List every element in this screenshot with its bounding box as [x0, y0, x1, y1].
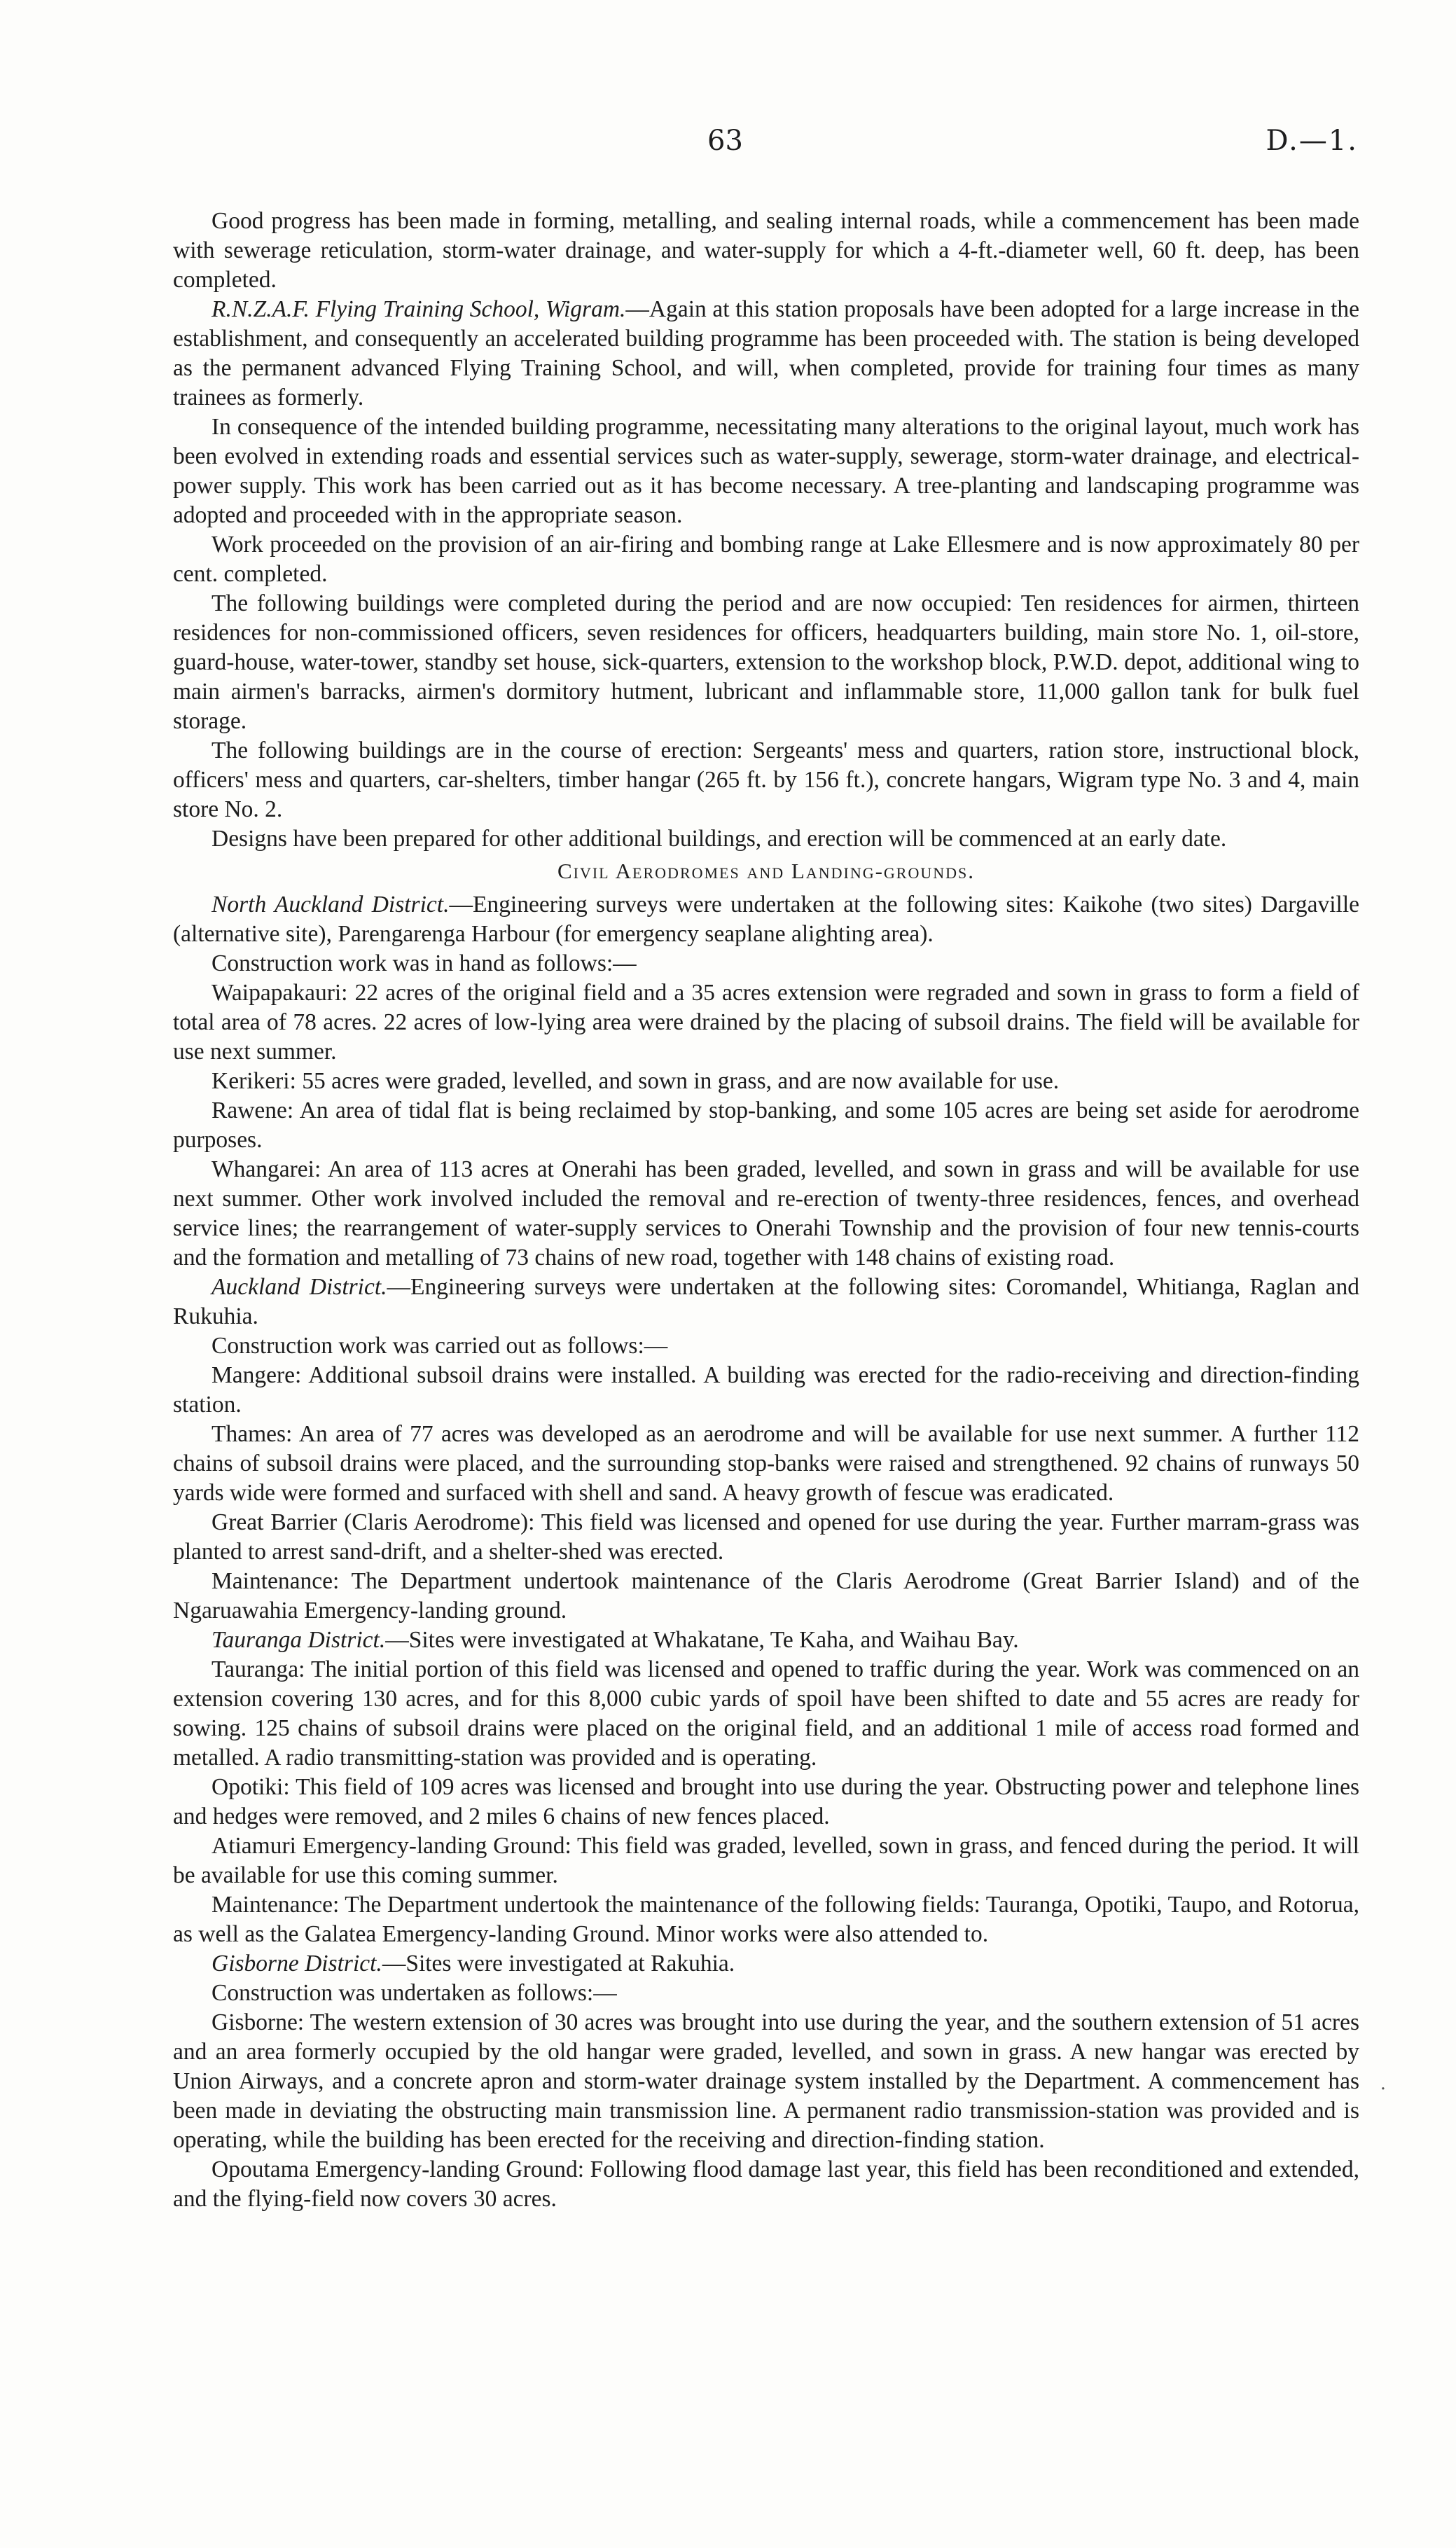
margin-mark: ·: [1380, 2079, 1386, 2100]
paragraph-text: —Sites were investigated at Rakuhia.: [382, 1951, 735, 1976]
paragraph: [173, 589, 1359, 736]
paragraph: [173, 1832, 1359, 1890]
paragraph: [173, 1331, 1359, 1361]
paragraphs-part-1: [173, 207, 1359, 854]
paragraph-text: —Sites were investigated at Whakatane, Te Kaha, and Waihau Bay.: [385, 1627, 1019, 1653]
paragraph-text: Waipapakauri: 22 acres of the original field and a 35 acres extension were regraded and sown in grass to form a field of total area of 78 acres. 22 acres of low-lying area were drained by the placing of subsoil drains. The field will be available for use next summer.: [173, 980, 1359, 1065]
paragraph-text: The following buildings were completed during the period and are now occupied: Ten residences for airmen, thirteen residences for non-commissioned officers, seven residences for officers, headquarters building, main store No. 1, oil-store, guard-house, water-tower, standby set house, sick-quarters, extension to the workshop block, P.W.D. depot, additional wing to main airmen's barracks, airmen's dormitory hutment, lubricant and inflammable store, 11,000 gallon tank for bulk fuel storage.: [173, 590, 1359, 734]
document-reference: D.—1.: [1266, 125, 1358, 157]
paragraph-text: —Engineering surveys were undertaken at the following sites: Kaikohe (two sites) Dargaville (alternative site), Parengarenga Harbour (for emergency seaplane alighting area).: [173, 892, 1359, 947]
paragraph-lead-heading: Gisborne District.: [212, 1951, 382, 1976]
paragraph: [173, 824, 1359, 854]
paragraph-text: Mangere: Additional subsoil drains were installed. A building was erected for the radio-receiving and direction-finding station.: [173, 1362, 1359, 1418]
paragraph: [173, 890, 1359, 949]
paragraph: [173, 736, 1359, 824]
paragraph: [173, 1067, 1359, 1096]
paragraph-text: Opotiki: This field of 109 acres was licensed and brought into use during the year. Obstructing power and telephone lines and hedges were removed, and 2 miles 6 chains of new fences placed.: [173, 1774, 1359, 1829]
paragraph-text: Good progress has been made in forming, metalling, and sealing internal roads, while a commencement has been made with sewerage reticulation, storm-water drainage, and water-supply for which a 4-ft.-diameter well, 60 ft. deep, has been completed.: [173, 208, 1359, 293]
paragraph: [173, 413, 1359, 530]
paragraph-text: Opoutama Emergency-landing Ground: Following flood damage last year, this field has been reconditioned and extended, and the flying-field now covers 30 acres.: [173, 2156, 1359, 2212]
paragraph-text: Construction work was carried out as follows:—: [212, 1333, 668, 1359]
paragraph-text: Great Barrier (Claris Aerodrome): This field was licensed and opened for use during the year. Further marram-grass was planted to arrest sand-drift, and a shelter-shed was erected.: [173, 1509, 1359, 1565]
paragraph-text: Construction work was in hand as follows:—: [212, 950, 637, 976]
paragraph-text: Maintenance: The Department undertook maintenance of the Claris Aerodrome (Great Barrier Island) and of the Ngaruawahia Emergency-landing ground.: [173, 1568, 1359, 1623]
paragraph-text: Designs have been prepared for other additional buildings, and erection will be commenced at an early date.: [212, 826, 1227, 852]
paragraph-lead-heading: North Auckland District.: [212, 892, 450, 918]
paragraph: [173, 978, 1359, 1067]
paragraph-text: Construction was undertaken as follows:—: [212, 1980, 617, 2006]
paragraph-lead-heading: Auckland District.: [212, 1274, 387, 1300]
paragraph-text: Kerikeri: 55 acres were graded, levelled, and sown in grass, and are now available for use.: [212, 1068, 1060, 1094]
paragraph-lead-heading: R.N.Z.A.F. Flying Training School, Wigram.: [212, 296, 626, 322]
paragraph: [173, 530, 1359, 589]
paragraph: [173, 2008, 1359, 2155]
paragraph-text: —Again at this station proposals have been adopted for a large increase in the establishment, and consequently an accelerated building programme has been proceeded with. The station is being developed as the permanent advanced Flying Training School, and will, when completed, provide for training four times as many trainees as formerly.: [173, 296, 1360, 410]
paragraph-text: Atiamuri Emergency-landing Ground: This field was graded, levelled, sown in grass, and fenced during the period. It will be available for use this coming summer.: [173, 1833, 1359, 1888]
body-text: [173, 207, 1359, 2214]
section-heading: Civil Aerodromes and Landing-grounds.: [557, 859, 976, 883]
paragraph-text: The following buildings are in the course of erection: Sergeants' mess and quarters, ration store, instructional block, officers' mess and quarters, car-shelters, timber hangar (265 ft. by 156 ft.), concrete hangars, Wigram type No. 3 and 4, main store No. 2.: [173, 738, 1359, 822]
paragraph: [173, 1773, 1359, 1832]
paragraph: [173, 1273, 1359, 1331]
paragraph-text: In consequence of the intended building programme, necessitating many alterations to the original layout, much work has been evolved in extending roads and essential services such as water-supply, sewerage, storm-water drainage, and electrical-power supply. This work has been carried out as it has become necessary. A tree-planting and landscaping programme was adopted and proceeded with in the appropriate season.: [173, 414, 1359, 528]
paragraph-text: Tauranga: The initial portion of this field was licensed and opened to traffic during the year. Work was commenced on an extension covering 130 acres, and for this 8,000 cubic yards of spoil have been shifted to date and 55 acres are ready for sowing. 125 chains of subsoil drains were placed on the original field, and an additional 1 mile of access road formed and metalled. A radio transmitting-station was provided and is operating.: [173, 1656, 1359, 1771]
page-number: 63: [707, 125, 743, 157]
paragraph: [173, 1361, 1359, 1420]
paragraph: [173, 1626, 1359, 1655]
paragraph-text: Maintenance: The Department undertook the maintenance of the following fields: Tauranga, Opotiki, Taupo, and Rotorua, as well as the Galatea Emergency-landing Ground. Minor works were also attended to.: [173, 1892, 1359, 1947]
paragraph-text: Work proceeded on the provision of an air-firing and bombing range at Lake Ellesmere and is now approximately 80 per cent. completed.: [173, 532, 1359, 587]
paragraph: [173, 1890, 1359, 1949]
paragraph: [173, 1420, 1359, 1508]
paragraph: [173, 949, 1359, 978]
paragraph-text: Whangarei: An area of 113 acres at Onerahi has been graded, levelled, and sown in grass and will be available for use next summer. Other work involved included the removal and re-erection of twenty-three residences, fences, and overhead service lines; the rearrangement of water-supply services to Onerahi Township and the provision of four new tennis-courts and the formation and metalling of 73 chains of new road, together with 148 chains of existing road.: [173, 1156, 1359, 1270]
paragraph: [173, 207, 1359, 295]
paragraph: [173, 1567, 1359, 1626]
paragraph-text: Thames: An area of 77 acres was developed as an aerodrome and will be available for use next summer. A further 112 chains of subsoil drains were placed, and the surrounding stop-banks were raised and strengthened. 92 chains of runways 50 yards wide were formed and surfaced with shell and sand. A heavy growth of fescue was eradicated.: [173, 1421, 1359, 1506]
paragraph: [173, 1508, 1359, 1567]
paragraph-text: Rawene: An area of tidal flat is being reclaimed by stop-banking, and some 105 acres are being set aside for aerodrome purposes.: [173, 1098, 1359, 1153]
paragraphs-part-2: [173, 890, 1359, 2214]
paragraph: [173, 1096, 1359, 1155]
paragraph: [173, 295, 1359, 413]
page-header: [0, 125, 1456, 167]
paragraph: [173, 1979, 1359, 2008]
paragraph-text: —Engineering surveys were undertaken at the following sites: Coromandel, Whitianga, Raglan and Rukuhia.: [173, 1274, 1360, 1329]
paragraph: [173, 1155, 1359, 1273]
paragraph-text: Gisborne: The western extension of 30 acres was brought into use during the year, and the southern extension of 51 acres and an area formerly occupied by the old hangar were graded, levelled, and sown in grass. A new hangar was erected by Union Airways, and a concrete apron and storm-water drainage system installed by the Department. A commencement has been made in deviating the obstructing main transmission line. A permanent radio transmission-station was provided and is operating, while the building has been erected for the receiving and direction-finding station.: [173, 2009, 1359, 2153]
paragraph-lead-heading: Tauranga District.: [212, 1627, 386, 1653]
paragraph: [173, 1949, 1359, 1979]
paragraph: [173, 1655, 1359, 1773]
paragraph: [173, 2155, 1359, 2214]
